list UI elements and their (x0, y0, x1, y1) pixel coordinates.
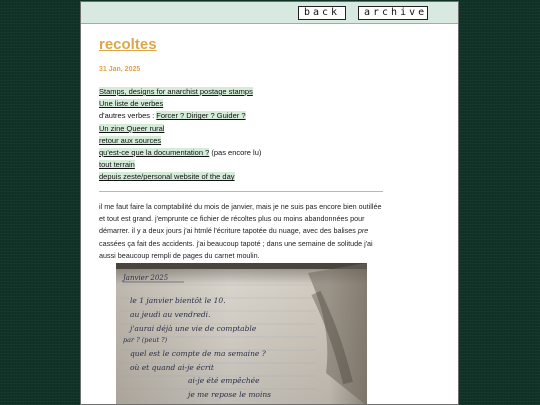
handwriting-line: j'aurai déjà une vie de comptable (130, 324, 257, 333)
link-zeste[interactable]: depuis zeste/personal website of the day (99, 172, 235, 182)
paragraph-text-1: il me faut faire la comptabilité du mois de janvier, mais je ne suis pas encore bien outillée et tout est grand. j'emprunte ce fichier de récoltes plus ou moins abandonnées pour démarrer. il y a deux jours j'ai htmlé l'écriture tapotée du nuage, avec des balises (99, 201, 382, 236)
handwriting-line: Janvier 2025 (123, 274, 169, 282)
handwriting-line: le 1 janvier bientôt le 10. (130, 296, 226, 305)
handwriting-line: où et quand ai-je écrit (130, 363, 214, 372)
paragraph-emphasis: pre (357, 226, 369, 236)
top-nav-bar (81, 2, 458, 24)
list-item (99, 171, 458, 183)
post-date: 31 Jan, 2025 (99, 66, 141, 73)
link-prefix-text: d'autres verbes : (99, 111, 157, 121)
blog-page (80, 1, 459, 405)
link-stamps[interactable]: Stamps, designs for anarchist postage stamps (99, 87, 253, 96)
handwriting-line: ai-je été empêchée (188, 376, 260, 385)
handwriting-line: au jeudi au vendredi. (130, 310, 211, 319)
handwriting-line: par ? (peut ?) (123, 336, 168, 344)
list-item (99, 123, 458, 135)
list-item (99, 110, 458, 122)
link-tout-terrain[interactable]: tout terrain (99, 160, 135, 170)
post-content (81, 24, 458, 262)
paragraph-text-2: cassées ça fait des accidents. j'ai beaucoup tapoté ; dans une semaine de solitude j'ai aussi beaucoup rempli de pages du carnet moulin. (99, 238, 373, 260)
link-forcer-diriger-guider[interactable]: Forcer ? Diriger ? Guider ? (156, 111, 246, 121)
list-item (99, 86, 458, 98)
link-documentation[interactable]: qu'est-ce que la documentation ? (99, 148, 210, 158)
post-paragraph (99, 201, 389, 262)
archive-button[interactable]: archive (358, 6, 428, 20)
list-item (99, 159, 458, 171)
back-button[interactable]: back (298, 6, 346, 20)
notebook-photo (116, 263, 367, 405)
link-list (99, 86, 458, 184)
handwriting-line: quel est le compte de ma semaine ? (130, 349, 266, 358)
link-zine-queer[interactable]: Un zine Queer rural (99, 123, 165, 133)
link-verbes[interactable]: Une liste de verbes (99, 99, 164, 109)
notebook-photo-image (116, 263, 367, 405)
section-divider (99, 191, 383, 192)
post-title[interactable]: recoltes (99, 36, 157, 53)
list-item (99, 135, 458, 147)
list-item (99, 98, 458, 110)
link-retour-sources[interactable]: retour aux sources (99, 135, 162, 145)
link-note: (pas encore lu) (209, 148, 262, 158)
list-item (99, 147, 458, 159)
handwriting-line: je me repose le moins (188, 390, 272, 399)
